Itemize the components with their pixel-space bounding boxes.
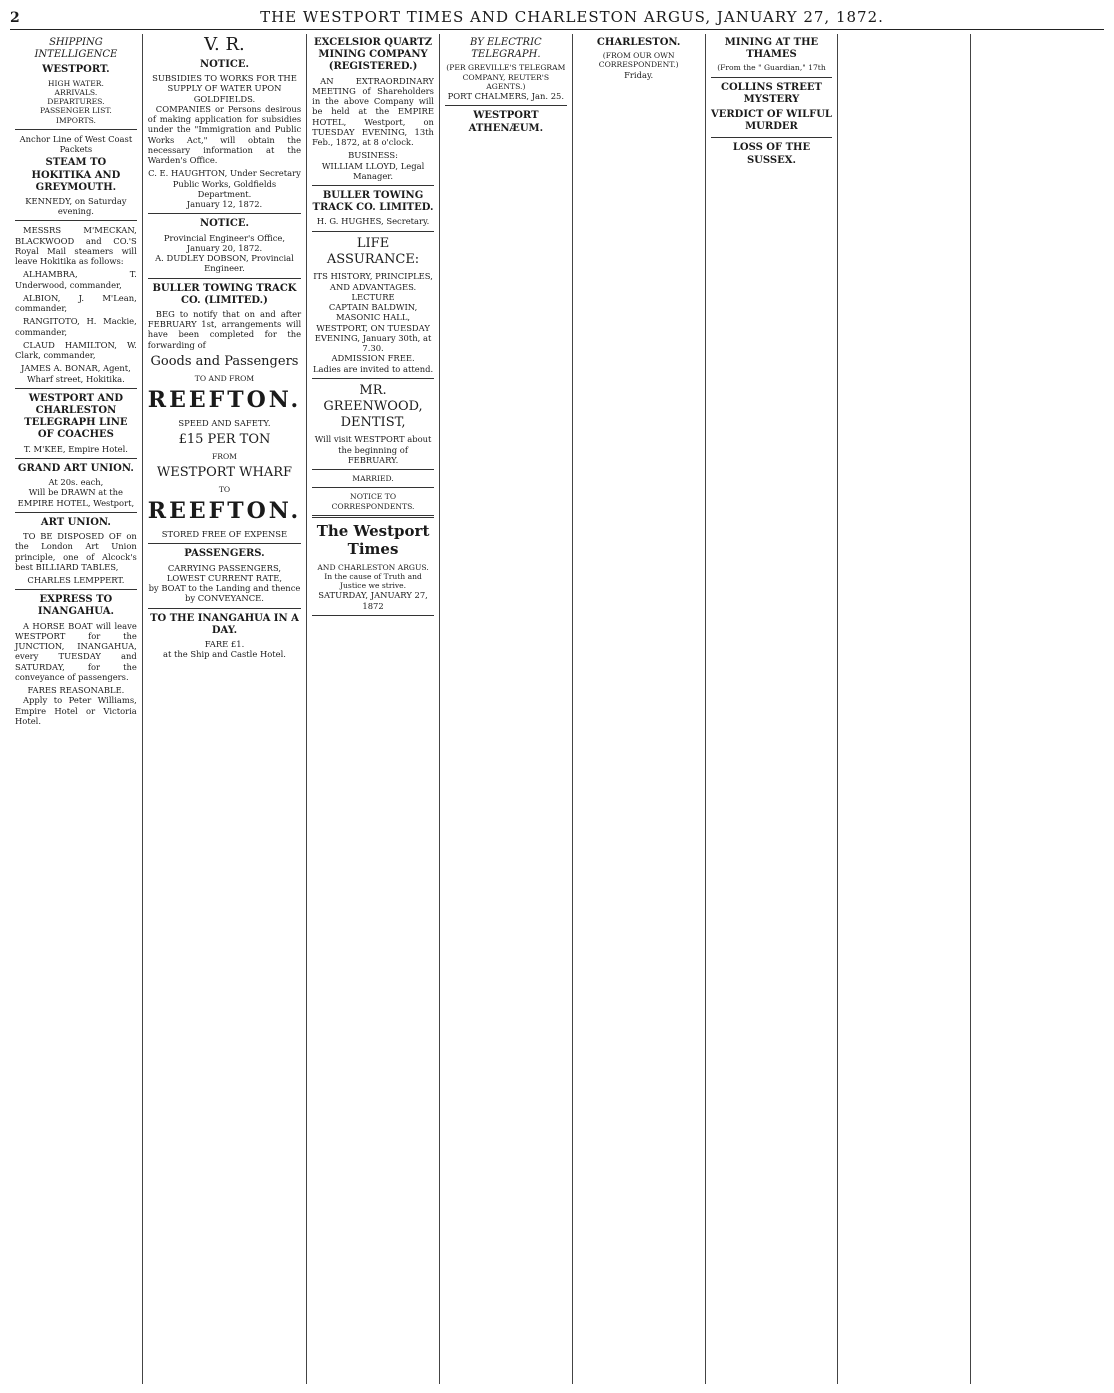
reefton-heading: REEFTON. [147, 387, 302, 414]
dateline: SATURDAY, JANUARY 27, 1872 [318, 590, 428, 611]
page-title: THE WESTPORT TIMES AND CHARLESTON ARGUS, JANUARY 27, 1872. [260, 8, 884, 26]
place-heading: WESTPORT. [42, 64, 110, 76]
passenger-list-heading: PASSENGER LIST. [40, 106, 112, 116]
drawn-line: Will be DRAWN at the EMPIRE HOTEL, Westport, [17, 487, 135, 508]
lecture-line: LECTURE [351, 291, 395, 302]
masthead [10, 8, 1104, 30]
history-line: ITS HISTORY, PRINCIPLES, AND ADVANTAGES. [313, 271, 433, 292]
apply-line: Apply to Peter Williams, Empire Hotel or Victoria Hotel. [15, 695, 137, 726]
kennedy-line: KENNEDY, on Saturday evening. [25, 195, 127, 217]
from-line: FROM [211, 452, 237, 461]
arrivals-heading: ARRIVALS. [54, 87, 98, 97]
ladies-line: Ladies are invited to attend. [312, 363, 434, 374]
coaches-heading: WESTPORT AND CHARLESTON TELEGRAPH LINE OF COACHES [24, 392, 128, 441]
business-line: BUSINESS: [348, 150, 398, 161]
steam-heading: STEAM TO HOKITIKA AND GREYMOUTH. [31, 157, 121, 193]
column-6 [706, 34, 839, 1384]
lowest-line: LOWEST CURRENT RATE, [166, 572, 283, 583]
passengers-heading: PASSENGERS. [184, 548, 265, 560]
notice-2-heading: NOTICE. [199, 218, 249, 230]
meeting-text: AN EXTRAORDINARY MEETING of Shareholders in the above Company will be held at the EMPIRE HOTEL, Westport, on TUESDAY EVENING, 13th Feb., 1872, at 8 o'clock. [312, 75, 434, 148]
sussex-heading: LOSS OF THE SUSSEX. [732, 142, 811, 166]
claud-line: CLAUD HAMILTON, W. Clark, commander, [15, 339, 137, 361]
to-from-line: TO AND FROM [194, 373, 255, 383]
notice-heading: NOTICE. [199, 58, 249, 70]
speed-line: SPEED AND SAFETY. [178, 417, 271, 428]
carrying-line: CARRYING PASSENGERS, [167, 562, 282, 573]
engineer-office-line: Provincial Engineer's Office, January 20, 1872. [163, 232, 286, 253]
stored-line: STORED FREE OF EXPENSE [161, 529, 288, 540]
alhambra-line: ALHAMBRA, T. Underwood, commander, [15, 269, 137, 290]
wharf-heading: WESTPORT WHARF [156, 465, 293, 481]
column-4 [440, 34, 573, 1384]
horse-boat-ad: A HORSE BOAT will leave WESTPORT for the JUNCTION, INANGAHUA, every TUESDAY and SATURDAY, for the conveyance of passengers. [15, 620, 137, 682]
by-boat-line: by BOAT to the Landing and thence by CONVEYANCE. [148, 583, 301, 604]
greenwood-heading: MR. GREENWOOD, DENTIST, [323, 382, 423, 430]
column-3 [307, 34, 440, 1384]
admission-line: ADMISSION FREE. [331, 353, 415, 364]
column-7 [838, 34, 971, 1384]
fares-line: FARES REASONABLE. [27, 685, 125, 696]
paper-motto: In the cause of Truth and Justice we strive. [324, 571, 422, 591]
paper-title: The Westport Times [316, 521, 430, 559]
excelsior-heading: EXCELSIOR QUARTZ MINING COMPANY (REGISTERED.) [314, 37, 433, 73]
guardian-line: (From the " Guardian," 17th [717, 63, 826, 73]
verdict-heading: VERDICT OF WILFUL MURDER [710, 109, 832, 133]
departures-heading: DEPARTURES. [47, 97, 105, 107]
mckechan-ad: MESSRS M'MECKAN, BLACKWOOD and CO.'S Royal Mail steamers will leave Hokitika as follows: [15, 225, 137, 267]
masonic-line: MASONIC HALL, WESTPORT, ON TUESDAY EVENING, January 30th, at 7.30. [314, 312, 432, 354]
art-union-heading: GRAND ART UNION. [17, 462, 134, 474]
art-union-2-heading: ART UNION. [40, 516, 111, 528]
subsidies-heading: SUBSIDIES TO WORKS FOR THE SUPPLY OF WATER UPON GOLDFIELDS. [152, 73, 297, 104]
correspondents-heading: NOTICE TO CORRESPONDENTS. [331, 492, 415, 511]
chalmers-line: PORT CHALMERS, Jan. 25. [447, 91, 565, 102]
buller-2-heading: BULLER TOWING TRACK CO. LIMITED. [312, 190, 434, 214]
lemppert-line: CHARLES LEMPPERT. [27, 575, 125, 585]
agent-line: JAMES A. BONAR, Agent, Wharf street, Hokitika. [20, 363, 131, 384]
hughes-line: H. G. HUGHES, Secretary. [316, 216, 430, 227]
albion-line: ALBION, J. M'Lean, commander, [15, 292, 137, 314]
companies-text: COMPANIES or Persons desirous of making application for subsidies under the "Immigration and Public Works Act," will obtain the necessary information at the Warden's Office. [147, 103, 302, 166]
lloyd-line: WILLIAM LLOYD, Legal Manager. [321, 160, 425, 181]
own-corr-line: (FROM OUR OWN CORRESPONDENT.) [598, 51, 679, 70]
high-water-heading: HIGH WATER. [47, 78, 104, 88]
athenaeum-heading: WESTPORT ATHENÆUM. [468, 110, 544, 134]
mkee-line: T. M'KEE, Empire Hotel. [23, 443, 128, 454]
page-number: 2 [10, 10, 20, 26]
thames-heading: MINING AT THE THAMES [724, 37, 819, 61]
rate-line: £15 PER TON [178, 432, 271, 448]
rangitoto-line: RANGITOTO, H. Mackie, commander, [15, 316, 137, 337]
life-heading: LIFE ASSURANCE: [326, 235, 420, 267]
express-heading: EXPRESS TO INANGAHUA. [37, 594, 114, 618]
greville-line: (PER GREVILLE'S TELEGRAM COMPANY, REUTER'S AGENTS.) [446, 63, 566, 91]
beg-text: BEG to notify that on and after FEBRUARY 1st, arrangements will have been completed for the forwarding of [147, 308, 302, 350]
date-line: January 12, 1872. [186, 199, 263, 210]
column-5 [573, 34, 706, 1384]
column-2 [143, 34, 307, 1384]
dobson-line: A. DUDLEY DOBSON, Provincial Engineer. [155, 253, 294, 274]
inangahua-heading: TO THE INANGAHUA IN A DAY. [150, 612, 299, 636]
paper-subtitle: AND CHARLESTON ARGUS. [317, 562, 429, 572]
column-8 [971, 34, 1104, 1384]
friday-line: Friday. [624, 69, 654, 80]
fare-line: FARE £1. [204, 639, 245, 649]
married-heading: MARRIED. [352, 474, 394, 484]
buller-heading: BULLER TOWING TRACK CO. (LIMITED.) [152, 282, 297, 306]
baldwin-line: CAPTAIN BALDWIN, [328, 302, 418, 313]
anchor-line-heading: Anchor Line of West Coast Packets [19, 133, 133, 155]
column-1 [10, 34, 143, 1384]
royal-crest: V. R. [204, 34, 245, 55]
charleston-heading: CHARLESTON. [596, 37, 681, 48]
ship-line: at the Ship and Castle Hotel. [162, 649, 286, 660]
collins-heading: COLLINS STREET MYSTERY [721, 81, 822, 105]
february-line: Will visit WESTPORT about the beginning of FEBRUARY. [314, 434, 432, 465]
signed-line: C. E. HAUGHTON, Under Secretary Public Works, Goldfields Department. [148, 168, 301, 199]
shipping-heading: SHIPPING INTELLIGENCE [34, 37, 118, 61]
to-line: TO [218, 485, 231, 495]
billiard-ad: TO BE DISPOSED OF on the London Art Union principle, one of Alcock's best BILLIARD TABLES, [15, 531, 137, 572]
reefton-2-heading: REEFTON. [147, 498, 302, 525]
members-line: At 20s. each, [48, 477, 104, 488]
telegram-heading: BY ELECTRIC TELEGRAPH. [470, 37, 542, 61]
imports-heading: IMPORTS. [55, 115, 96, 125]
goods-heading: Goods and Passengers [150, 353, 299, 369]
